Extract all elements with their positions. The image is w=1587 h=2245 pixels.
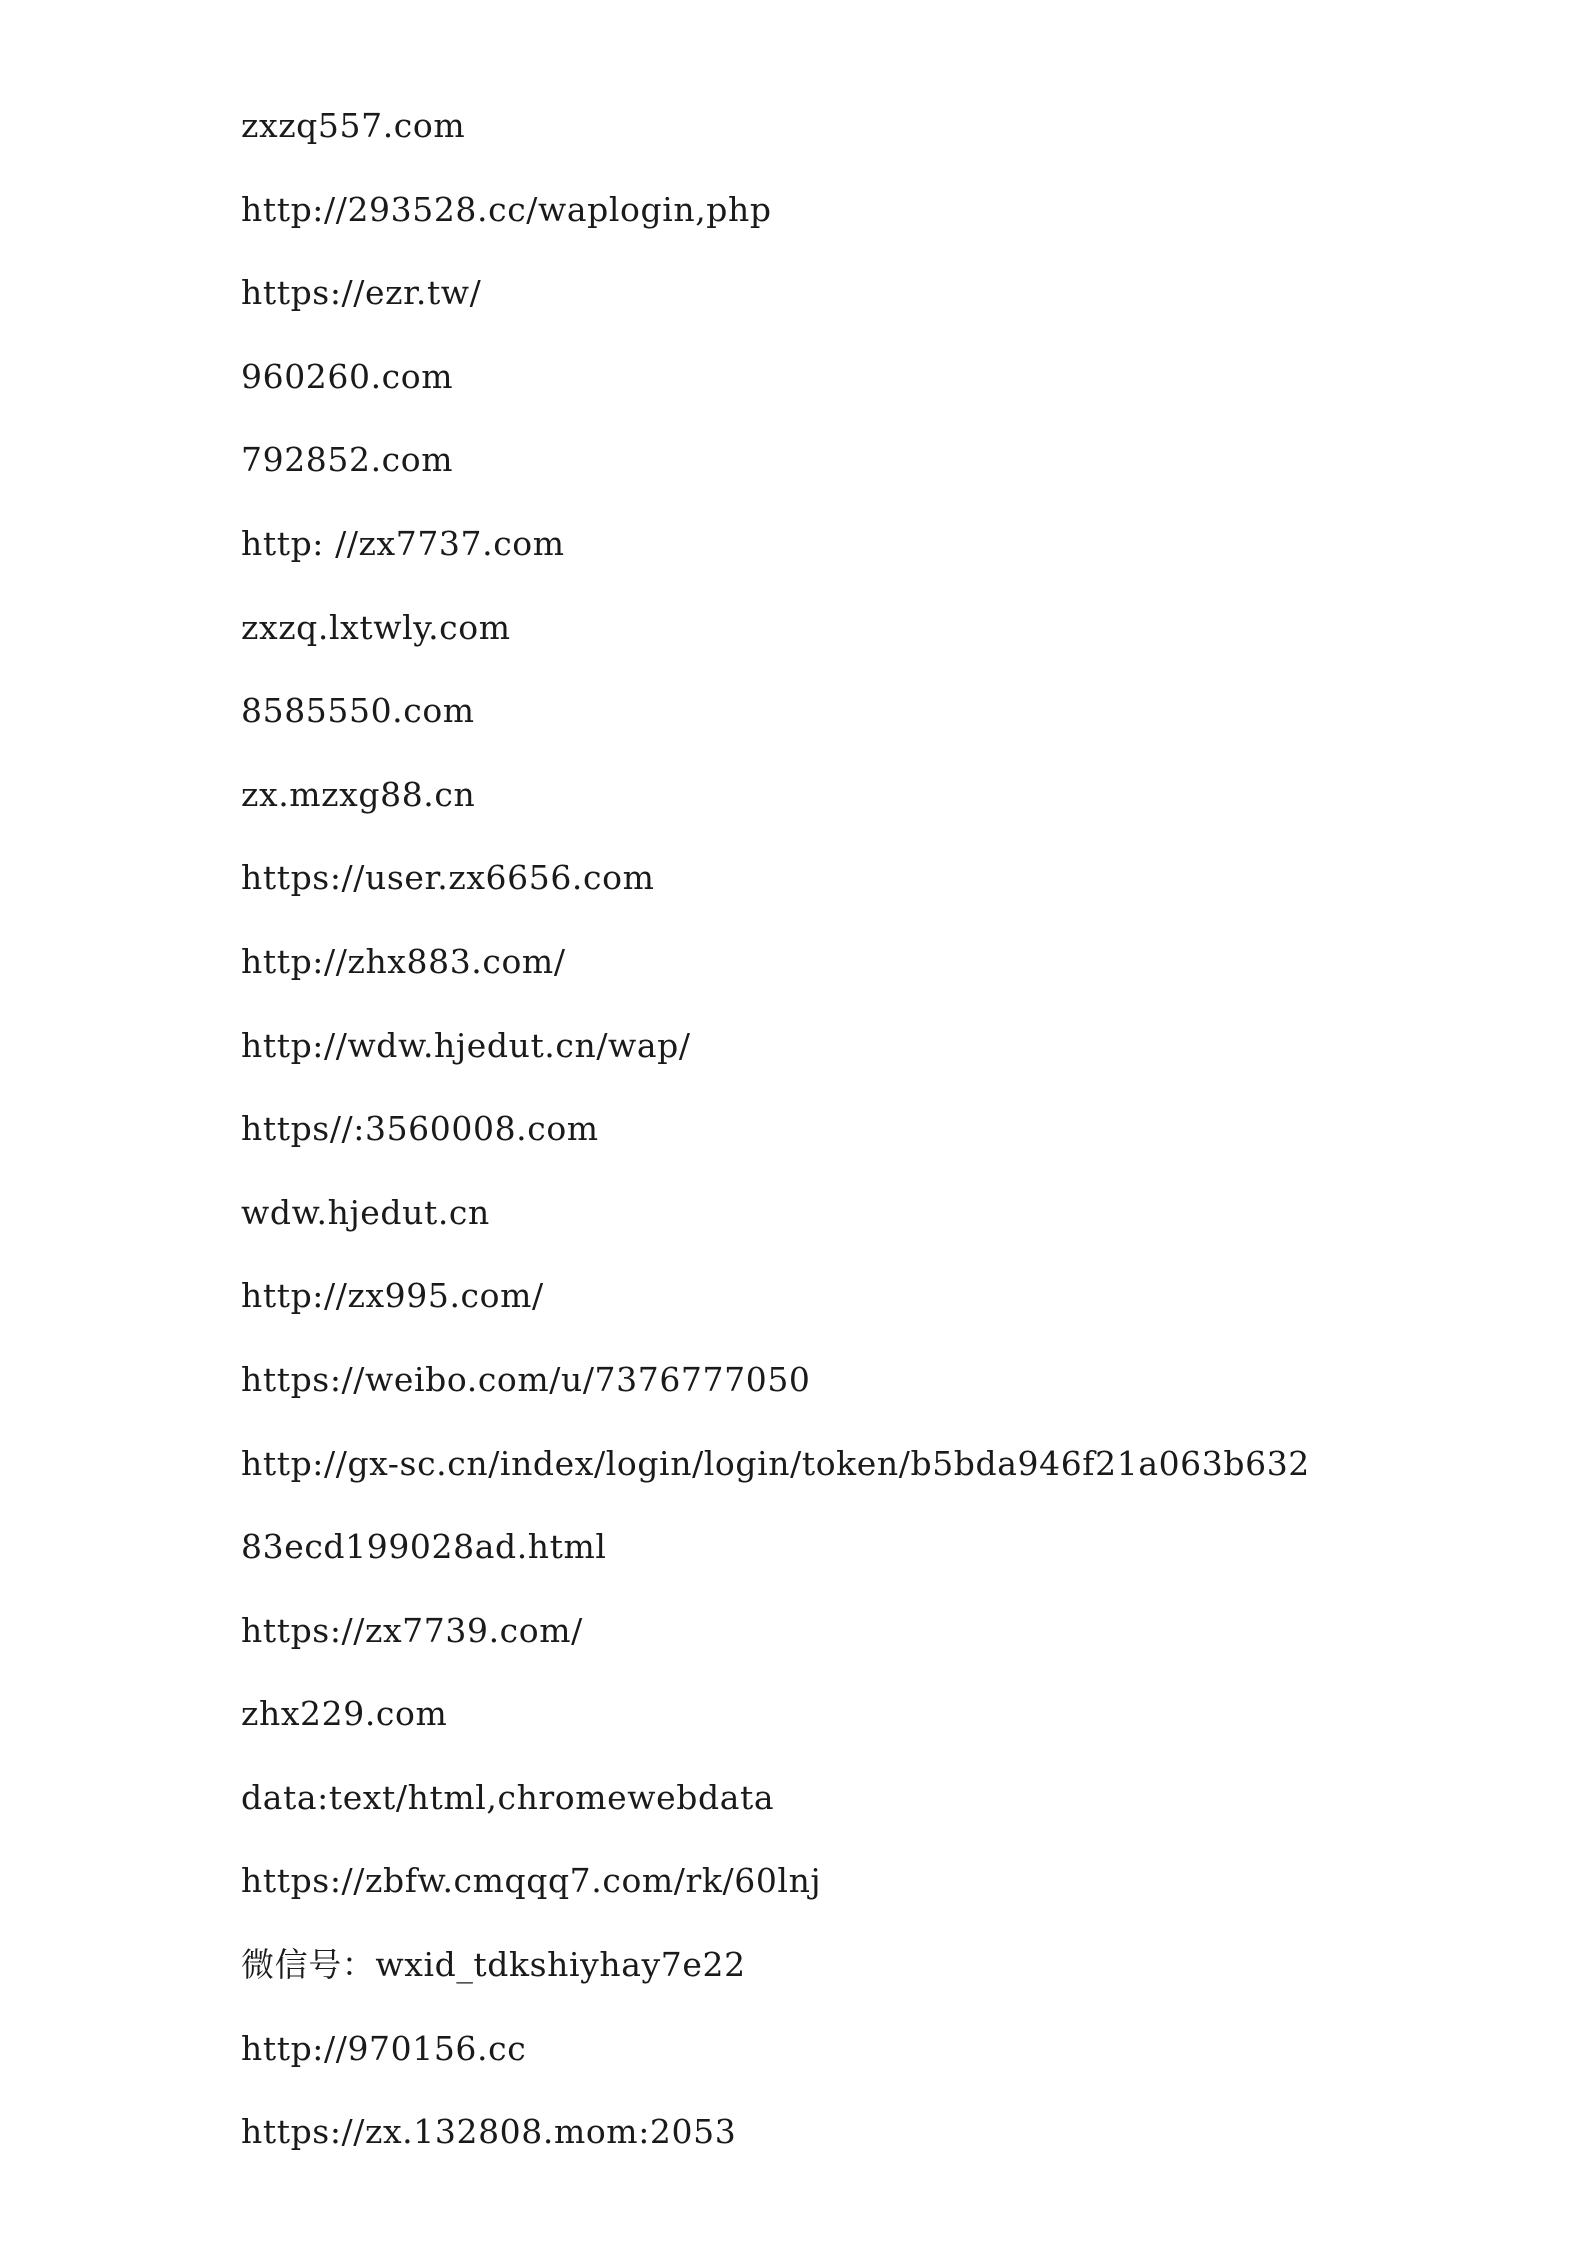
text-line: http://zx995.com/: [241, 1276, 544, 1316]
text-line: https://zbfw.cmqqq7.com/rk/60lnj: [241, 1861, 822, 1901]
text-line: http://wdw.hjedut.cn/wap/: [241, 1025, 691, 1065]
text-line: http://970156.cc: [241, 2028, 527, 2068]
text-line: zx.mzxg88.cn: [241, 774, 476, 814]
text-line: http://zhx883.com/: [241, 941, 566, 981]
text-line: https://ezr.tw/: [241, 273, 482, 313]
text-line: 792852.com: [241, 440, 454, 480]
text-line: 83ecd199028ad.html: [241, 1527, 607, 1567]
text-line: zxzq.lxtwly.com: [241, 607, 511, 647]
text-line: https//:3560008.com: [241, 1109, 599, 1149]
text-line: 微信号：wxid_tdkshiyhay7e22: [241, 1945, 746, 1985]
text-line: https://zx7739.com/: [241, 1610, 583, 1650]
text-lines: [241, 96, 1391, 2186]
text-line: https://weibo.com/u/7376777050: [241, 1359, 811, 1399]
text-line: zxzq557.com: [241, 106, 466, 145]
text-line: zhx229.com: [241, 1694, 448, 1734]
text-line: https://user.zx6656.com: [241, 858, 655, 898]
text-line: 8585550.com: [241, 691, 475, 731]
text-line: https://zx.132808.mom:2053: [241, 2112, 737, 2152]
text-line: wdw.hjedut.cn: [241, 1192, 490, 1232]
text-line: 960260.com: [241, 356, 454, 396]
text-line: http://gx-sc.cn/index/login/login/token/b5bda946f21a063b632: [241, 1443, 1310, 1483]
text-line: http://293528.cc/waplogin,php: [241, 189, 772, 229]
text-line: data:text/html,chromewebdata: [241, 1777, 775, 1817]
text-line: http: //zx7737.com: [241, 523, 565, 563]
